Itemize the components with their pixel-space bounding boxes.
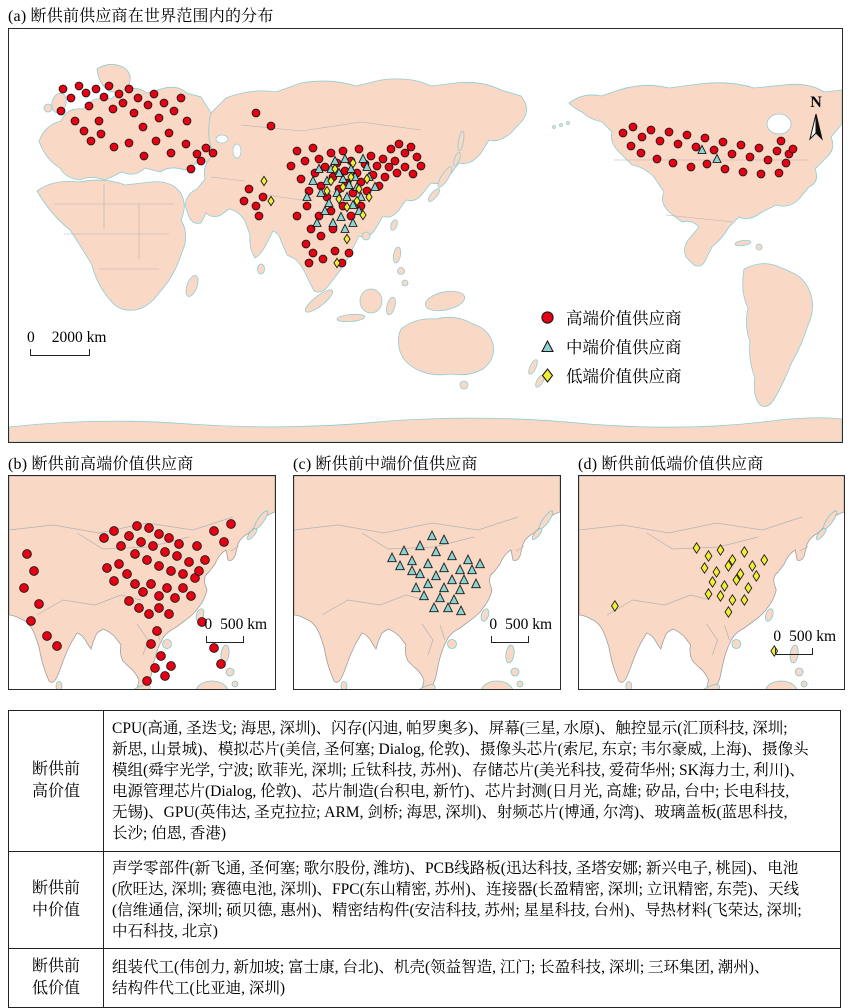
world-map [9,29,842,442]
world-map-panel [8,28,843,443]
panel-a-title: (a) 断供前供应商在世界范围内的分布 [8,8,274,25]
region-scale-bar [489,616,552,643]
north-arrow [806,95,826,141]
table-cell-line: 组装代工(伟创力, 新加坡; 富士康, 台北)、机壳(领益智造, 江门; 长盈科技, 深圳; 三环集团, 潮州)、 [112,959,770,976]
table-cell-line: 模组(舜宇光学, 宁波; 欧菲光, 深圳; 丘钛科技, 苏州)、存储芯片(美光科技, 爱荷华州; SK海力士, 利川)、 [112,762,805,779]
table-row [9,711,841,852]
north-label: N [810,94,822,111]
table-cell-line: (欣旺达, 深圳; 赛德电池, 深圳)、FPC(东山精密, 苏州)、连接器(长盈精密, 深圳; 立讯精密, 东莞)、天线 [112,881,800,898]
table-cell-line: 声学零部件(新飞通, 圣何塞; 歌尔股份, 潍坊)、PCB线路板(迅达科技, 圣塔安娜; 新兴电子, 桃园)、电池 [112,860,799,877]
legend-label-high: 高端价值供应商 [566,309,682,328]
scale-label: 500 km [220,616,267,633]
table-row [9,852,841,949]
mid-value-map [294,476,560,689]
scale-zero: 0 [204,616,213,633]
table-cell-line: 长沙; 伯恩, 香港) [112,825,227,842]
mid-value-map-panel [293,475,561,690]
row-header-high [9,711,104,852]
scale-zero: 0 [489,616,498,633]
table-cell-line: (信维通信, 深圳; 硕贝德, 惠州)、精密结构件(安洁科技, 苏州; 星星科技, 台州)、导热材料(飞荣达, 深圳; [112,902,802,919]
table-cell-line: CPU(高通, 圣迭戈; 海思, 深圳)、闪存(闪迪, 帕罗奥多)、屏幕(三星, 水原)、触控显示(汇顶科技, 深圳; [112,720,788,737]
panel-b-title: (b) 断供前高端价值供应商 [8,456,194,473]
low-value-map-panel [578,475,845,690]
legend [539,305,682,387]
row-header-line: 断供前 [31,958,80,975]
scale-bracket [30,349,90,356]
supplier-table [8,710,841,1008]
legend-item-high [539,305,682,329]
high-value-marker-icon [539,309,556,326]
north-arrow-icon [808,113,824,141]
row-header-low [9,949,104,1008]
high-value-map-panel [8,475,276,690]
low-value-map [579,476,844,689]
row-content-mid [104,852,841,949]
high-value-map [9,476,275,689]
scale-label: 2000 km [51,329,107,346]
world-scale-bar [27,329,106,356]
scale-label: 500 km [789,628,836,645]
legend-item-low [539,363,682,387]
scale-zero: 0 [773,628,782,645]
row-header-line: 中价值 [31,902,80,919]
region-scale-bar [773,628,836,655]
legend-label-mid: 中端价值供应商 [566,338,682,357]
scale-zero: 0 [27,329,35,346]
region-scale-bar [204,616,267,643]
scale-label: 500 km [505,616,552,633]
scale-bracket [775,648,813,655]
panel-d-title: (d) 断供前低端价值供应商 [578,456,764,473]
row-header-mid [9,852,104,949]
low-value-marker-icon [539,367,556,384]
row-header-line: 断供前 [31,880,80,897]
scale-bracket [206,636,244,643]
mid-value-marker-icon [539,338,556,355]
table-cell-line: 无锡)、GPU(英伟达, 圣克拉拉; ARM, 剑桥; 海思, 深圳)、射频芯片(博通, 尔湾)、玻璃盖板(蓝思科技, [112,804,788,821]
row-content-high [104,711,841,852]
table-cell-line: 新思, 山景城)、模拟芯片(美信, 圣何塞; Dialog, 伦敦)、摄像头芯片(索尼, 东京; 韦尔豪威, 上海)、摄像头 [112,741,809,758]
table-cell-line: 结构件代工(比亚迪, 深圳) [112,980,286,997]
row-header-line: 断供前 [31,761,80,778]
table-cell-line: 电源管理芯片(Dialog, 伦敦)、芯片制造(台积电, 新竹)、芯片封测(日月光, 高雄; 矽品, 台中; 长电科技, [112,783,790,800]
panel-c-title: (c) 断供前中端价值供应商 [293,456,478,473]
legend-label-low: 低端价值供应商 [566,367,682,386]
table-row [9,949,841,1008]
legend-item-mid [539,334,682,358]
row-content-low [104,949,841,1008]
row-header-line: 低价值 [31,980,80,997]
scale-bracket [491,636,529,643]
row-header-line: 高价值 [31,783,80,800]
table-cell-line: 中石科技, 北京) [112,923,218,940]
